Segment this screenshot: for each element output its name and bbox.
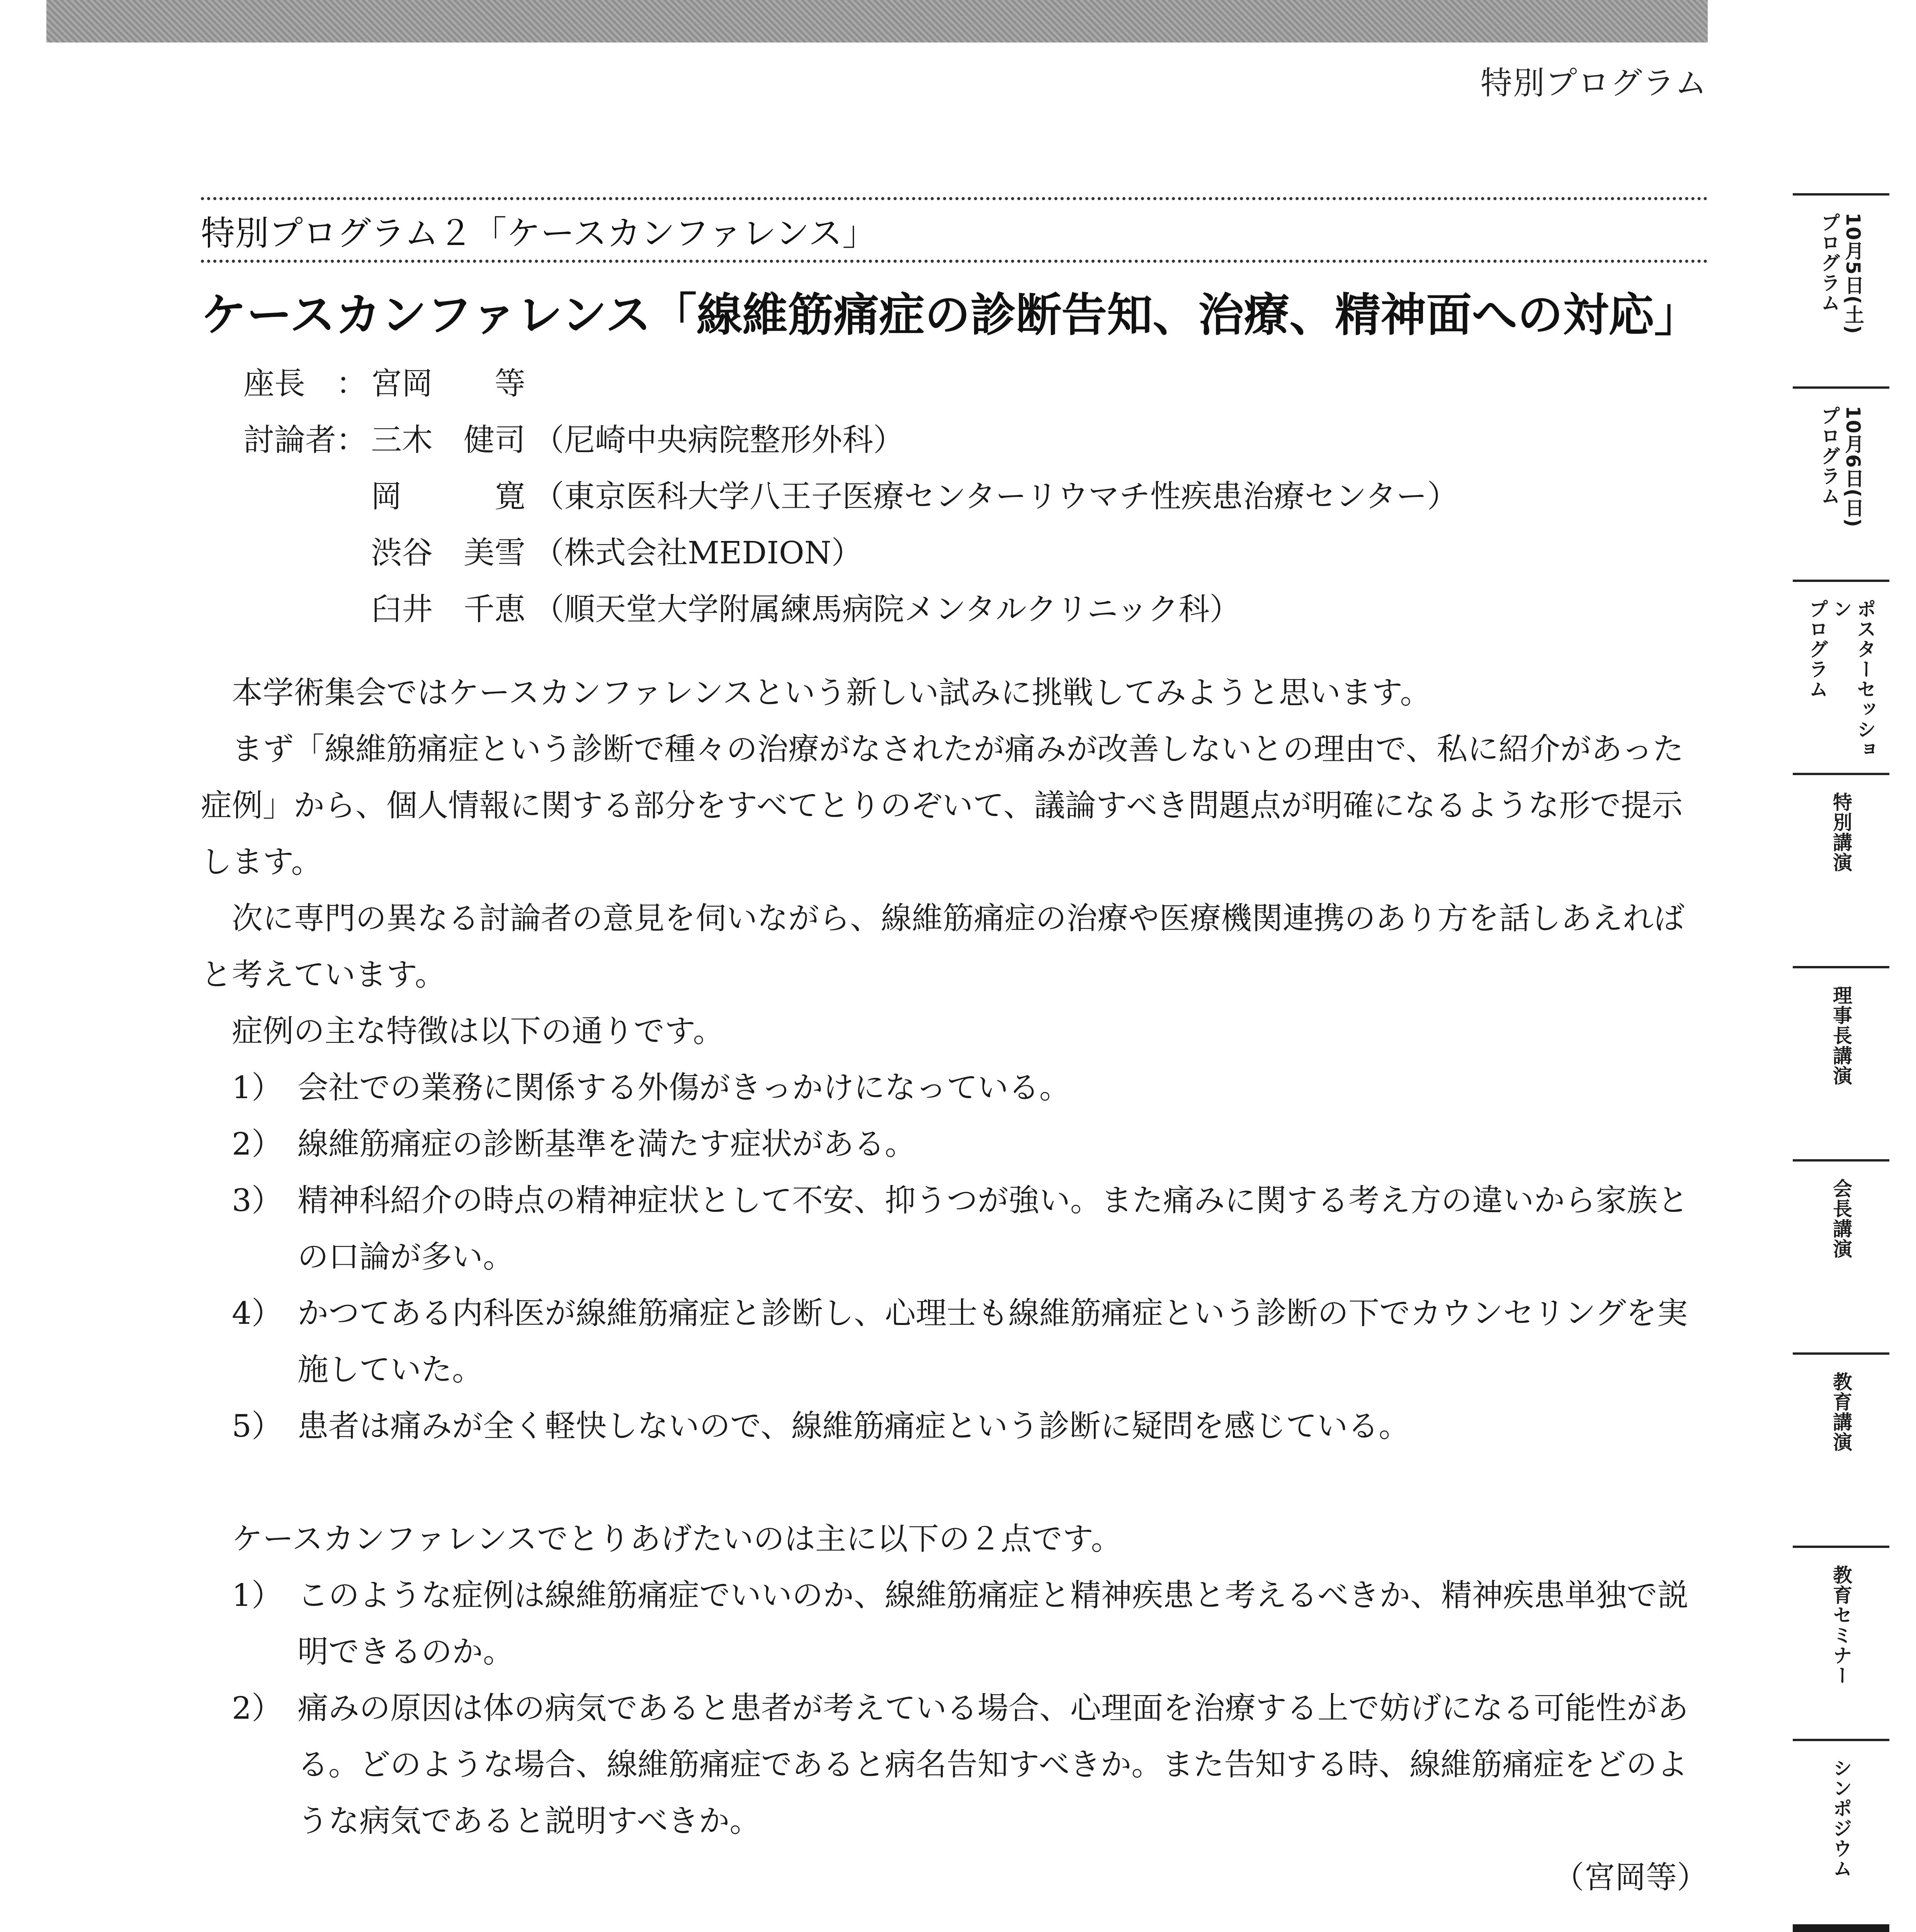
paragraph: 本学術集会ではケースカンファレンスという新しい試みに挑戦してみようと思います。	[232, 675, 1431, 711]
list-item	[201, 1172, 1708, 1285]
list-text: 痛みの原因は体の病気であると患者が考えている場合、心理面を治療する上で妨げになる可能性がある。どのような場合、線維筋痛症であると病名告知すべきか。また告知する時、線維筋痛症をどのような病気であると説明すべきか。	[298, 1690, 1688, 1839]
side-tab-label: 10月5日(土) プログラム	[1818, 213, 1864, 335]
list-number: 5）	[232, 1408, 282, 1444]
chair-row	[243, 355, 1458, 412]
discussant-row	[243, 412, 1458, 468]
side-tab-education-seminar[interactable]	[1793, 1546, 1889, 1731]
list-item	[201, 1398, 1708, 1454]
list-text: 線維筋痛症の診断基準を満たす症状がある。	[298, 1126, 916, 1162]
side-tab-label: 特別講演	[1830, 792, 1852, 872]
page-title: ケースカンファレンス「線維筋痛症の診断告知、治療、精神面への対応」	[201, 288, 1700, 342]
side-tab-label: 10月6日(日) プログラム	[1818, 406, 1864, 528]
points-list	[201, 1567, 1708, 1849]
side-tab-symposium[interactable]	[1793, 1739, 1889, 1924]
side-tab-special-lecture[interactable]	[1793, 773, 1889, 958]
discussant-role	[243, 581, 371, 638]
paragraph: まず「線維筋痛症という診断で種々の治療がなされたが痛みが改善しないとの理由で、私に紹介があった症例」から、個人情報に関する部分をすべてとりのぞいて、議論すべき問題点が明確になるような形で提示します。	[201, 731, 1684, 880]
list-text: かつてある内科医が線維筋痛症と診断し、心理士も線維筋痛症という診断の下でカウンセリングを実施していた。	[298, 1295, 1688, 1388]
side-tab-chairman-lecture[interactable]	[1793, 966, 1889, 1151]
paragraph: 症例の主な特徴は以下の通りです。	[232, 1013, 724, 1049]
author-signature: （宮岡等）	[1553, 1859, 1708, 1895]
paragraph: 次に専門の異なる討論者の意見を伺いながら、線維筋痛症の治療や医療機関連携のあり方を話しあえればと考えています。	[201, 900, 1685, 993]
discussant-name: 岡 寛	[371, 478, 525, 514]
list-item	[201, 1060, 1708, 1116]
people-list	[243, 355, 1458, 638]
chair-name: 宮岡 等	[371, 366, 525, 401]
side-tab-president-lecture[interactable]	[1793, 1159, 1889, 1345]
list-number: 2）	[232, 1690, 282, 1726]
list-number: 1）	[232, 1577, 282, 1613]
discussant-name: 渋谷 美雪	[371, 535, 525, 571]
side-tab-education-lecture[interactable]	[1793, 1352, 1889, 1538]
list-number: 2）	[232, 1126, 282, 1162]
discussant-affiliation: （尼崎中央病院整形外科）	[533, 422, 904, 458]
side-tab-label: 教育講演	[1830, 1372, 1852, 1452]
discussant-affiliation: （株式会社MEDION）	[533, 535, 862, 571]
list-item	[201, 1680, 1708, 1849]
points-intro: ケースカンファレンスでとりあげたいのは主に以下の２点です。	[232, 1521, 1122, 1557]
list-number: 1）	[232, 1070, 282, 1105]
discussant-row	[243, 525, 1458, 581]
list-text: このような症例は線維筋痛症でいいのか、線維筋痛症と精神疾患と考えるべきか、精神疾患単独で説明できるのか。	[298, 1577, 1688, 1670]
feature-list	[201, 1060, 1708, 1454]
list-item	[201, 1116, 1708, 1172]
discussant-row	[243, 581, 1458, 638]
program-label-box	[201, 197, 1708, 263]
discussant-affiliation: （順天堂大学附属練馬病院メンタルクリニック科）	[533, 591, 1241, 627]
discussant-name: 臼井 千恵	[371, 591, 525, 627]
side-tab-special-program[interactable]	[1793, 1924, 1889, 1932]
top-decorative-band	[46, 0, 1708, 43]
discussant-affiliation: （東京医科大学八王子医療センターリウマチ性疾患治療センター）	[533, 478, 1458, 514]
program-label: 特別プログラム２「ケースカンファレンス」	[201, 213, 877, 253]
chair-role: 座長 ：	[243, 366, 367, 401]
side-tab-poster-program[interactable]	[1793, 580, 1889, 765]
body-text	[201, 665, 1708, 1906]
list-text: 患者は痛みが全く軽快しないので、線維筋痛症という診断に疑問を感じている。	[298, 1408, 1410, 1444]
list-item	[201, 1567, 1708, 1680]
discussant-role	[243, 468, 371, 525]
section-header: 特別プログラム	[1480, 65, 1707, 102]
list-number: 3）	[232, 1182, 282, 1218]
discussant-role	[243, 525, 371, 581]
side-tab-label: ポスターセッション プログラム	[1806, 599, 1876, 760]
side-tab-oct5-program[interactable]	[1793, 193, 1889, 379]
discussant-role: 討論者：	[243, 422, 367, 458]
list-number: 4）	[232, 1295, 282, 1331]
side-tab-label: シンポジウム	[1830, 1758, 1852, 1879]
side-tab-label: 会長講演	[1830, 1179, 1852, 1259]
discussant-row	[243, 468, 1458, 525]
spacer	[201, 1454, 1708, 1511]
list-text: 精神科紹介の時点の精神症状として不安、抑うつが強い。また痛みに関する考え方の違いから家族との口論が多い。	[298, 1182, 1688, 1275]
side-tab-label: 教育セミナー	[1830, 1565, 1852, 1685]
side-tab-oct6-program[interactable]	[1793, 386, 1889, 572]
side-tab-label: 理事長講演	[1830, 985, 1852, 1086]
list-item	[201, 1285, 1708, 1398]
discussant-name: 三木 健司	[371, 422, 525, 458]
list-text: 会社での業務に関係する外傷がきっかけになっている。	[298, 1070, 1070, 1105]
